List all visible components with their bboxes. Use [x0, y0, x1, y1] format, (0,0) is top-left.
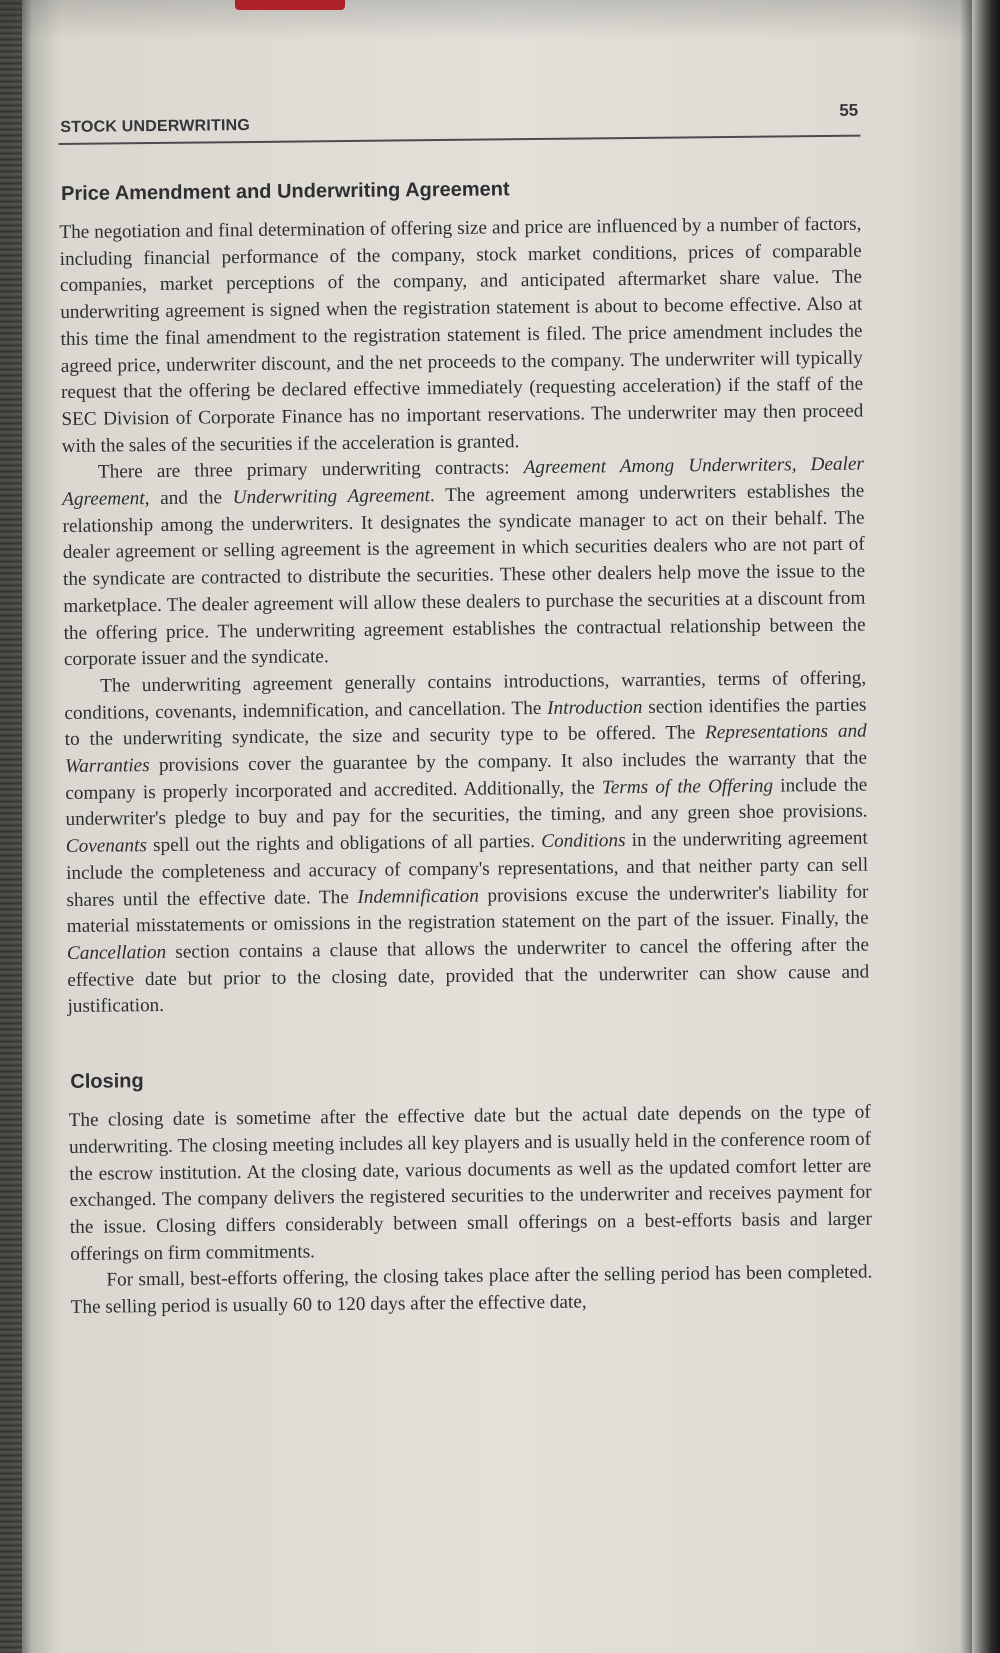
emphasis-term: Underwriting Agreement	[232, 485, 431, 509]
text-run: in the underwriting agreement include the completeness and accuracy of company's representations, and that neither party can sell shares until the effective date. The	[66, 827, 869, 911]
paragraph-agreement-contents	[64, 666, 870, 1022]
running-title: STOCK UNDERWRITING	[60, 116, 251, 136]
emphasis-term: Representations and Warranties	[64, 720, 867, 778]
emphasis-term: Indemnification	[357, 885, 480, 908]
page-number: 55	[839, 100, 859, 120]
paragraph-best-efforts: For small, best-efforts offering, the closing takes place after the selling period has been completed. The selling period is usually 60 to 120 days after the effective date,	[70, 1261, 873, 1318]
section-heading-price-amendment: Price Amendment and Underwriting Agreement	[60, 178, 510, 205]
running-header	[58, 87, 860, 145]
book-spine-edge	[0, 0, 22, 1653]
book-page	[58, 87, 875, 1535]
emphasis-term: Introduction	[547, 696, 643, 719]
emphasis-term: Agreement Among Underwriters, Dealer Agreement	[62, 453, 865, 511]
text-run: provisions cover the guarantee by the company. It also includes the warranty that the company is properly incorporated and accredited. Additionally, the	[65, 747, 868, 804]
text-run: provisions excuse the underwriter's liability for material misstatements or omissions in the registration statement on the part of the issuer. Finally, the	[66, 881, 869, 938]
paragraph-negotiation: The negotiation and final determination of offering size and price are influenced by a number of factors, including financial performance of the company, stock market conditions, prices of comparable companies, market perceptions of the company, and anticipated aftermarket share value. The underwriting agreement is signed when the registration statement is about to become effective. Also at this time the final amendment to the registration statement is filed. The price amendment includes the agreed price, underwriter discount, and the net proceeds to the company. The underwriter will typically request that the offering be declared effective immediately (requesting acceleration) if the staff of the SEC Division of Corporate Finance has no important reservations. The underwriter may then proceed with the sales of the securities if the acceleration is granted.	[59, 213, 864, 457]
text-run: spell out the rights and obligations of all parties.	[146, 831, 542, 857]
paragraph-underwriting-contracts	[62, 452, 866, 674]
section-heading-closing: Closing	[70, 1070, 144, 1094]
text-run: include the underwriter's pledge to buy and pay for the securities, the timing, and any green shoe provisions.	[65, 774, 868, 831]
emphasis-term: Covenants	[65, 835, 147, 858]
paragraph-closing-date: The closing date is sometime after the effective date but the actual date depends on the type of underwriting. The closing meeting includes all key players and is usually held in the conference room of the escrow institution. At the closing date, various documents as well as the updated comfort letter are exchanged. The company delivers the registered securities to the underwriter and receives payment for the issue. Closing differs considerably between small offerings on a best-efforts basis and larger offerings on firm commitments.	[68, 1101, 872, 1265]
text-run: section identifies the parties to the underwriting syndicate, the size and security type to be offered. The	[64, 694, 867, 751]
emphasis-term: Terms of the Offering	[601, 775, 774, 799]
text-run: The underwriting agreement generally contains introductions, warranties, terms of offering, conditions, covenants, indemnification, and cancellation. The	[64, 667, 867, 724]
text-run: , and the	[144, 487, 233, 510]
page-stack-edge	[972, 0, 1000, 1653]
text-run: . The agreement among underwriters establishes the relationship among the underwriters. It designates the syndicate manager to act on their behalf. The dealer agreement or selling agreement is the agreement in which securities dealers who are not part of the syndicate are contracted to distribute the securities. These other dealers help move the issue to the marketplace. The dealer agreement will allow these dealers to purchase the securities at a discount from the offering price. The underwriting agreement establishes the contractual relationship between the corporate issuer and the syndicate.	[62, 480, 866, 671]
emphasis-term: Cancellation	[66, 941, 167, 964]
emphasis-term: Conditions	[541, 830, 626, 853]
page-shadow	[0, 0, 1000, 40]
text-run: There are three primary underwriting contracts:	[97, 457, 524, 483]
text-run: section contains a clause that allows the underwriter to cancel the offering after the effective date but prior to the closing date, provided that the underwriter can show cause and justification.	[67, 934, 870, 1018]
